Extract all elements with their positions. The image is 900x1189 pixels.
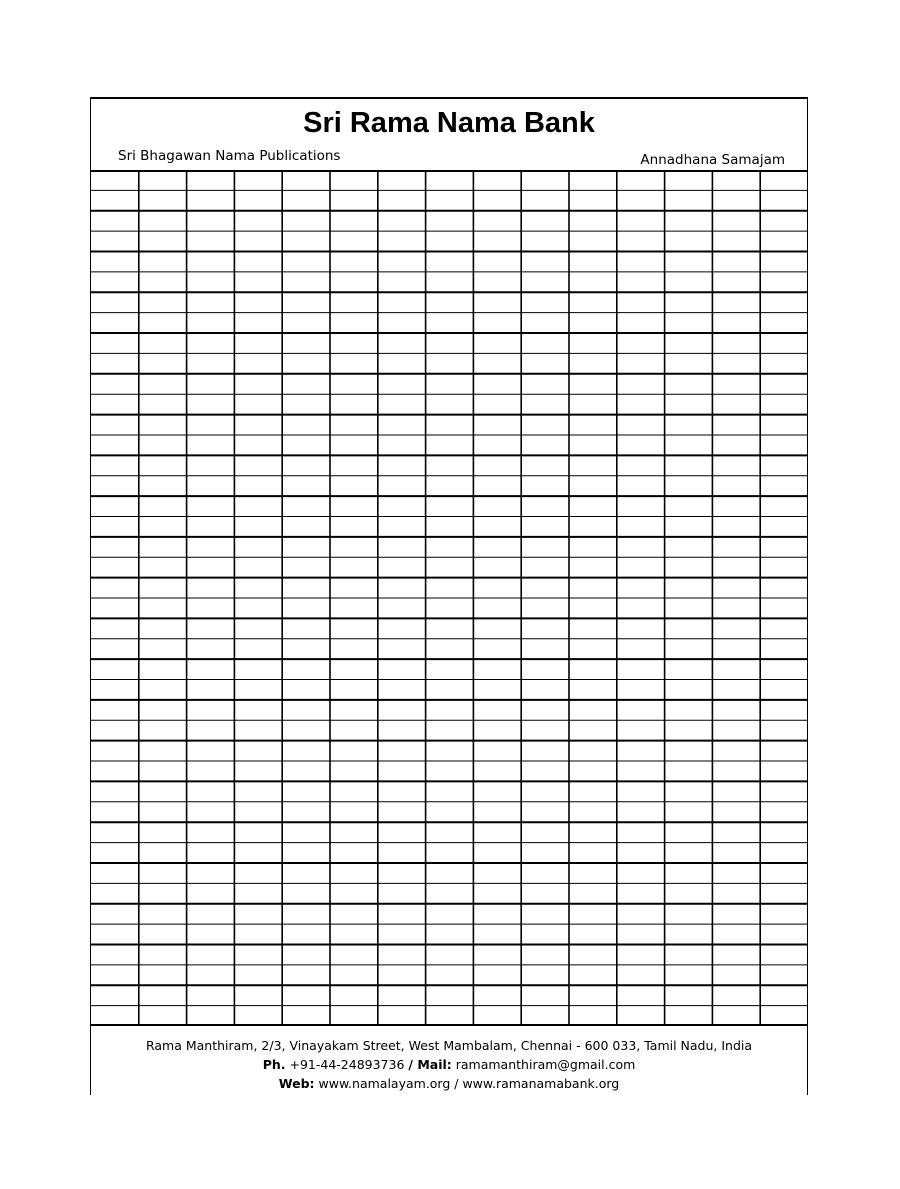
writing-grid [91, 170, 808, 1026]
phone-number: +91-44-24893736 [289, 1057, 405, 1072]
web-label: Web: [278, 1076, 315, 1091]
phone-label: Ph. [262, 1057, 286, 1072]
mail-address: ramamanthiram@gmail.com [455, 1057, 636, 1072]
footer-contact [91, 1055, 807, 1074]
ledger-sheet [90, 97, 808, 1095]
mail-label: / Mail: [408, 1057, 452, 1072]
footer [91, 1036, 807, 1093]
web-links: www.namalayam.org / www.ramanamabank.org [318, 1076, 620, 1091]
page-title: Sri Rama Nama Bank [303, 107, 595, 139]
footer-address: Rama Manthiram, 2/3, Vinayakam Street, West Mambalam, Chennai - 600 033, Tamil Nadu, India [145, 1038, 753, 1053]
samajam-label: Annadhana Samajam [640, 152, 785, 168]
publisher-label: Sri Bhagawan Nama Publications [118, 148, 341, 164]
footer-web [91, 1074, 807, 1093]
